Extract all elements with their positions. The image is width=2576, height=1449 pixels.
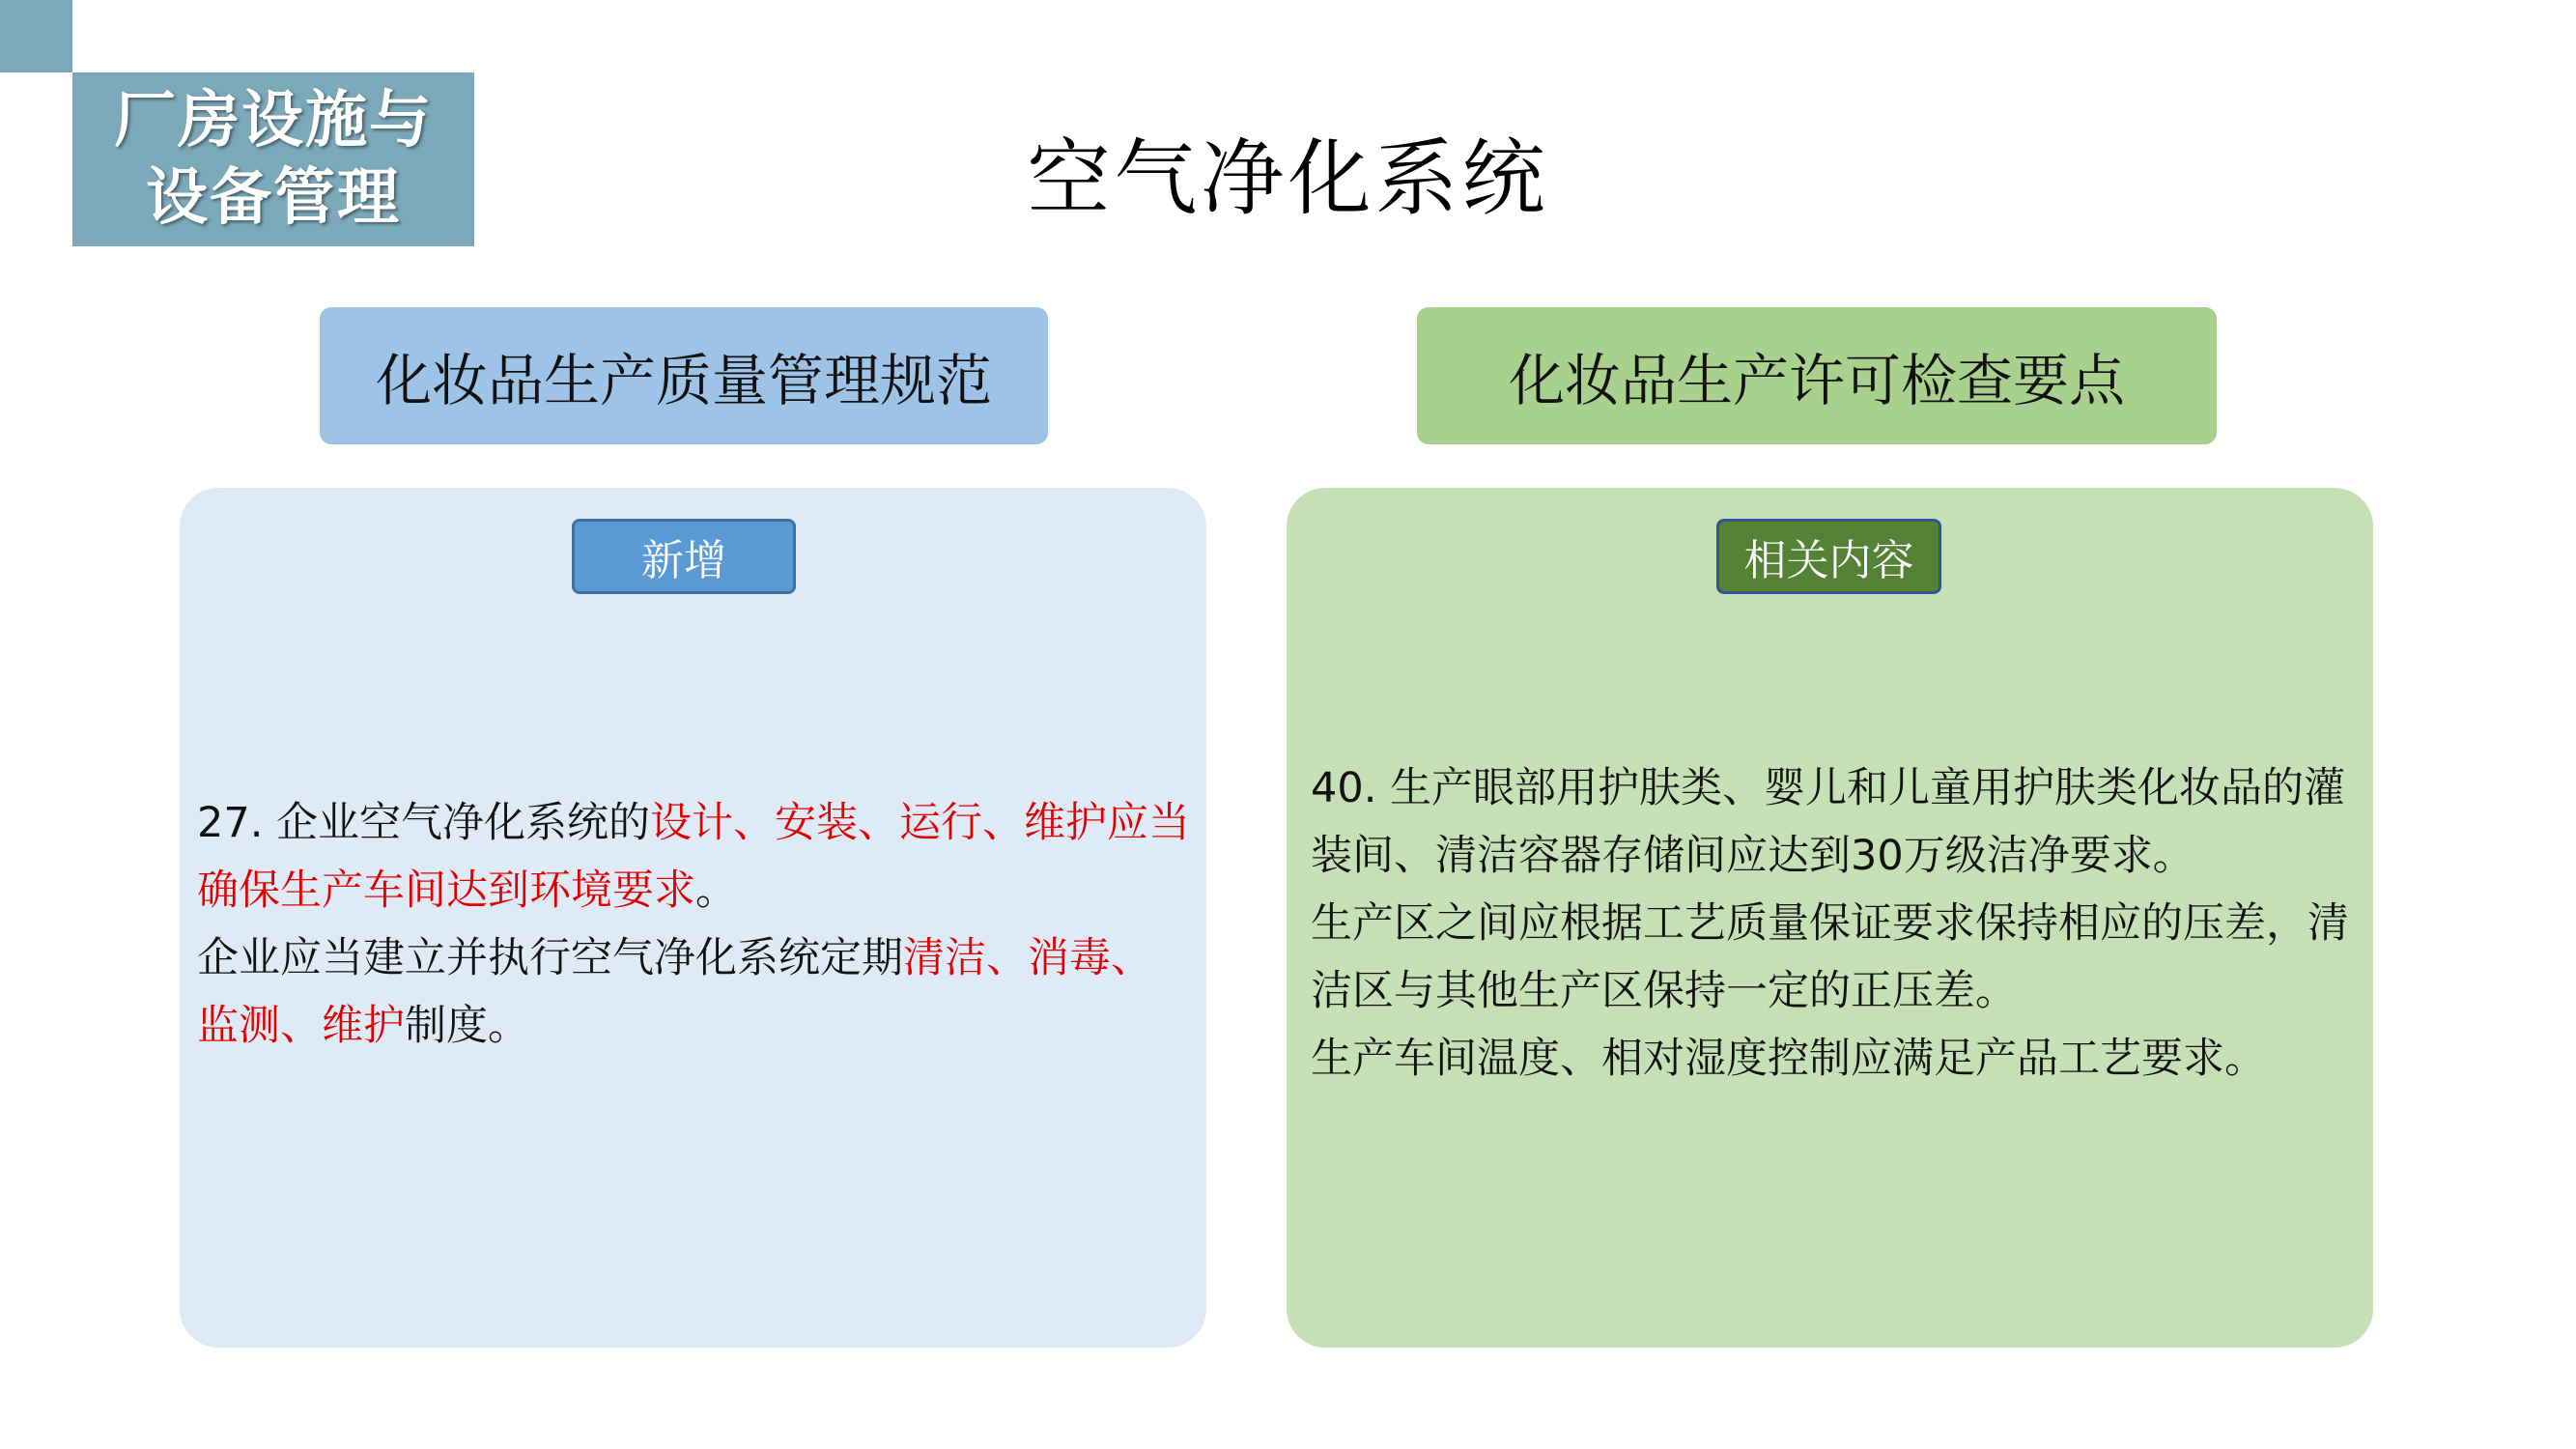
corner-decoration [0, 0, 72, 72]
left-badge: 新增 [572, 519, 796, 594]
section-tag-line1: 厂房设施与 [114, 85, 433, 156]
section-tag-line2: 设备管理 [146, 162, 401, 234]
right-body [1311, 754, 2354, 1093]
left-header: 化妆品生产质量管理规范 [320, 307, 1048, 444]
left-panel [180, 488, 1206, 1348]
left-p2-suffix: 制度。 [405, 1002, 529, 1050]
left-paragraph-1 [197, 789, 1192, 924]
left-paragraph-2 [197, 924, 1192, 1060]
right-paragraph-3: 生产车间温度、相对湿度控制应满足产品工艺要求。 [1311, 1035, 2266, 1083]
left-p1-prefix: 27. 企业空气净化系统的 [197, 799, 651, 847]
right-header: 化妆品生产许可检查要点 [1417, 307, 2217, 444]
left-p1-suffix: 。 [695, 867, 737, 915]
right-panel [1287, 488, 2373, 1348]
left-body [197, 789, 1192, 1060]
right-badge: 相关内容 [1716, 519, 1941, 594]
page-title: 空气净化系统 [1027, 130, 1549, 227]
left-p1-highlight: 设计、安装、运行、维护应当确保生产车间达到环境要求 [197, 799, 1191, 915]
left-p2-highlight: 清洁、消毒、监测、维护 [197, 934, 1152, 1050]
right-paragraph-2: 生产区之间应根据工艺质量保证要求保持相应的压差，清洁区与其他生产区保持一定的正压差。 [1311, 899, 2349, 1015]
left-p2-prefix: 企业应当建立并执行空气净化系统定期 [197, 934, 903, 982]
right-paragraph-1: 40. 生产眼部用护肤类、婴儿和儿童用护肤类化妆品的灌装间、清洁容器存储间应达到30万级洁净要求。 [1311, 764, 2346, 880]
